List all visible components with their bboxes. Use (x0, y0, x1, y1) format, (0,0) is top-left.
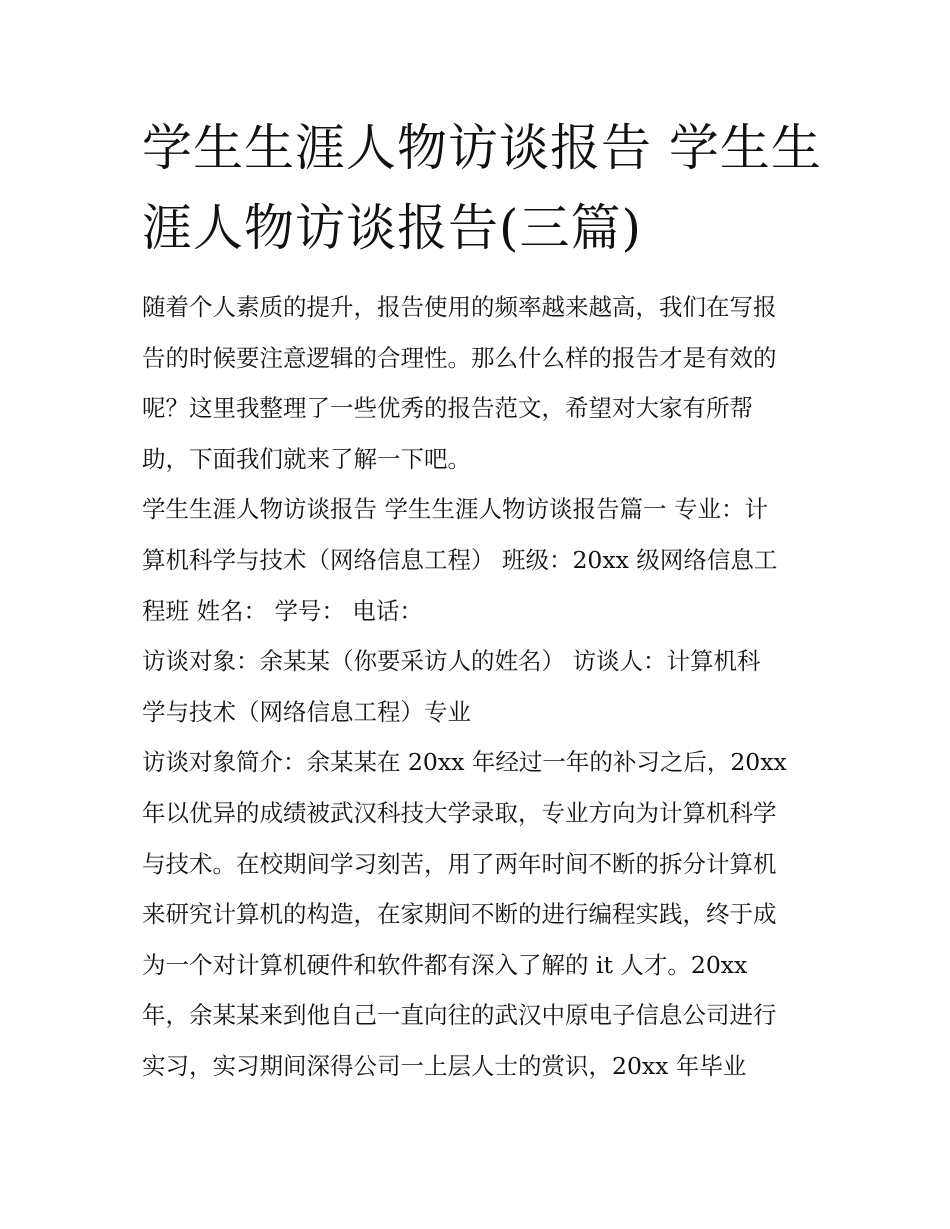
document-title (142, 108, 822, 268)
title-line-1: 学生生涯人物访谈报告 学生生 (142, 119, 822, 177)
body-line-10: 访谈对象简介：余某某在 20xx 年经过一年的补习之后，20xx (142, 748, 787, 777)
body-line-14: 为一个对计算机硬件和软件都有深入了解的 it 人才。20xx (142, 950, 748, 979)
body-line-1: 随着个人素质的提升，报告使用的频率越来越高，我们在写报 (142, 293, 777, 321)
body-line-4: 助，下面我们就来了解一下吧。 (142, 444, 471, 473)
body-line-15: 年，余某某来到他自己一直向往的武汉中原电子信息公司进行 (142, 1001, 777, 1030)
body-line-2: 告的时候要注意逻辑的合理性。那么什么样的报告才是有效的 (142, 343, 777, 372)
body-line-7: 程班 姓名： 学号： 电话： (142, 596, 423, 625)
body-line-9: 学与技术（网络信息工程）专业 (142, 697, 471, 726)
body-line-6: 算机科学与技术（网络信息工程） 班级：20xx 级网络信息工 (142, 545, 778, 574)
body-line-8: 访谈对象：余某某（你要采访人的姓名） 访谈人：计算机科 (142, 647, 761, 676)
body-line-11: 年以优异的成绩被武汉科技大学录取，专业方向为计算机科学 (142, 798, 777, 827)
title-line-2: 涯人物访谈报告(三篇) (142, 199, 643, 257)
body-line-5: 学生生涯人物访谈报告 学生生涯人物访谈报告篇一 专业：计 (142, 495, 768, 524)
body-line-13: 来研究计算机的构造，在家期间不断的进行编程实践，终于成 (142, 900, 777, 929)
document-body (142, 282, 812, 1092)
body-line-16: 实习，实习期间深得公司一上层人士的赏识，20xx 年毕业 (142, 1051, 747, 1080)
body-line-3: 呢？这里我整理了一些优秀的报告范文，希望对大家有所帮 (142, 394, 753, 423)
body-line-12: 与技术。在校期间学习刻苦，用了两年时间不断的拆分计算机 (142, 849, 777, 878)
